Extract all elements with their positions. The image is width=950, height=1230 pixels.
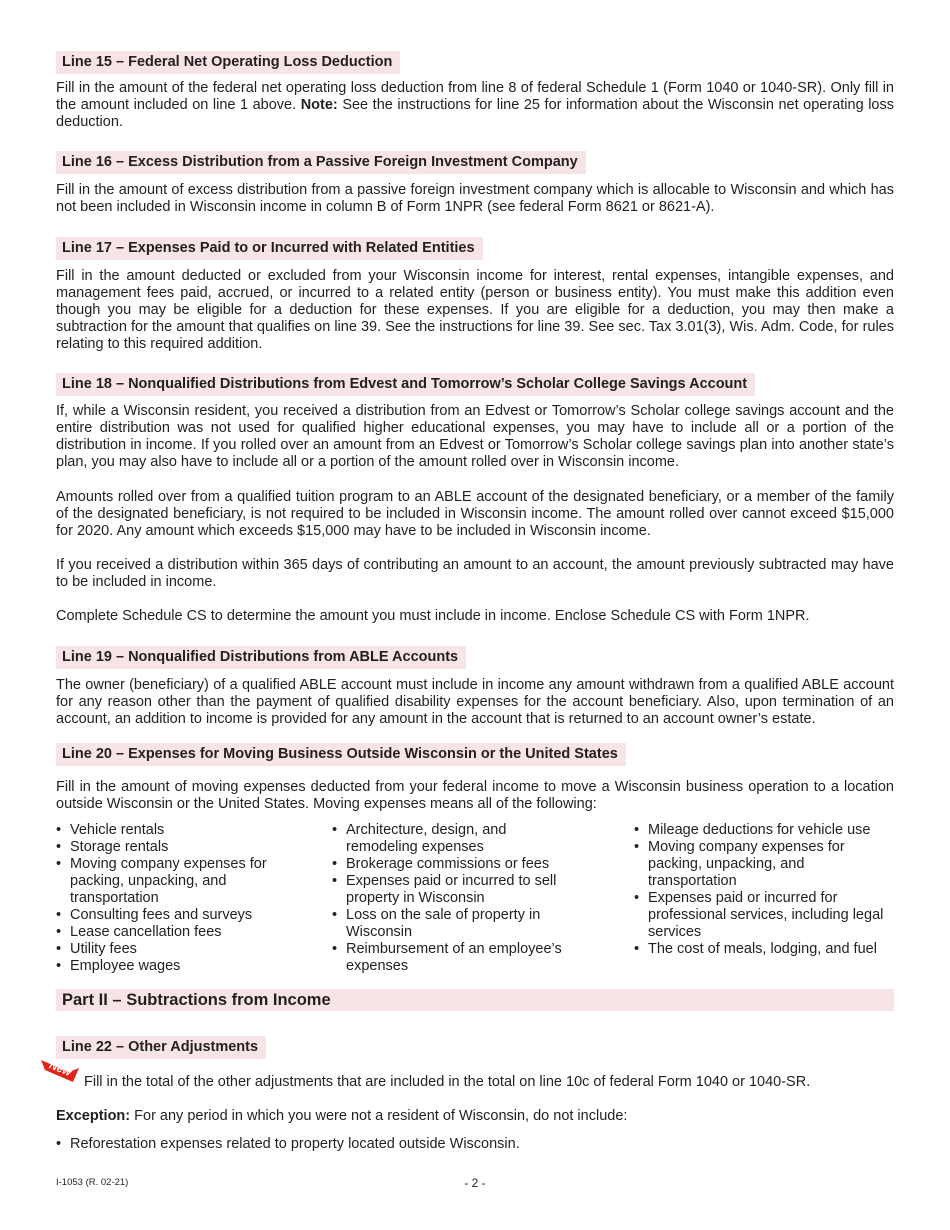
list-item: • Consulting fees and surveys	[56, 907, 276, 924]
exception-label: Exception:	[56, 1108, 131, 1124]
list-item: • Employee wages	[56, 958, 276, 975]
line20-list-column-2	[332, 822, 582, 975]
line16-text: Fill in the amount of excess distribution from a passive foreign investment company which is allocable to Wisconsin and which has not been included in Wisconsin income in column B of Form 1NPR (see federal Form 8621 or 8621-A).	[56, 182, 894, 215]
list-item: • Mileage deductions for vehicle use	[634, 822, 889, 839]
line16-heading: Line 16 – Excess Distribution from a Passive Foreign Investment Company	[56, 151, 586, 174]
list-item: • Expenses paid or incurred to sell property in Wisconsin	[332, 873, 582, 907]
list-item: • Vehicle rentals	[56, 822, 276, 839]
line18-paragraph-2: Amounts rolled over from a qualified tuition program to an ABLE account of the designated beneficiary, or a member of the family of the designated beneficiary, is not required to be included in Wisconsin income. The amount rolled over cannot exceed $15,000 for 2020. Any amount which exceeds $15,000 may have to be included in Wisconsin income.	[56, 489, 894, 539]
new-badge-icon	[38, 1054, 82, 1084]
line22-exception: Exception: For any period in which you were not a resident of Wisconsin, do not include:	[56, 1108, 628, 1124]
new-badge-label: New	[47, 1059, 73, 1080]
note-label: Note:	[300, 97, 338, 113]
list-item: • The cost of meals, lodging, and fuel	[634, 941, 889, 958]
line22-heading: Line 22 – Other Adjustments	[56, 1036, 266, 1059]
line15-heading: Line 15 – Federal Net Operating Loss Deduction	[56, 51, 400, 74]
part-ii-heading: Part II – Subtractions from Income	[56, 989, 894, 1011]
list-item: • Moving company expenses for packing, unpacking, and transportation	[634, 839, 889, 890]
line20-list-column-3	[634, 822, 889, 958]
list-item: • Moving company expenses for packing, unpacking, and transportation	[56, 856, 276, 907]
line17-text: Fill in the amount deducted or excluded from your Wisconsin income for interest, rental expenses, intangible expenses, and management fees paid, accrued, or incurred to a related entity (person or business entity). You must make this addition even though you may be eligible for a deduction for these expenses. If you are eligible for a deduction, you may then make a subtraction for the amount that qualifies on line 39. See the instructions for line 39. See sec. Tax 3.01(3), Wis. Adm. Code, for rules relating to this required addition.	[56, 268, 894, 352]
list-item: • Architecture, design, and remodeling expenses	[332, 822, 582, 856]
line15-text: Fill in the amount of the federal net operating loss deduction from line 8 of federal Schedule 1 (Form 1040 or 1040-SR). Only fill in the amount included on line 1 above. Note: See the instructions for line 25 for information about the Wisconsin net operating loss deduction.	[56, 80, 894, 130]
line17-heading: Line 17 – Expenses Paid to or Incurred with Related Entities	[56, 237, 483, 260]
line20-text: Fill in the amount of moving expenses deducted from your federal income to move a Wisconsin business operation to a location outside Wisconsin or the United States. Moving expenses means all of the following:	[56, 779, 894, 812]
list-item: • Utility fees	[56, 941, 276, 958]
list-item: • Storage rentals	[56, 839, 276, 856]
list-item: • Brokerage commissions or fees	[332, 856, 582, 873]
list-item: • Loss on the sale of property in Wisconsin	[332, 907, 582, 941]
line22-exception-list	[56, 1136, 894, 1153]
list-item: • Expenses paid or incurred for professional services, including legal services	[634, 890, 889, 941]
list-item: • Lease cancellation fees	[56, 924, 276, 941]
line20-heading: Line 20 – Expenses for Moving Business Outside Wisconsin or the United States	[56, 743, 626, 766]
list-item: • Reimbursement of an employee’s expenses	[332, 941, 582, 975]
list-item: • Reforestation expenses related to property located outside Wisconsin.	[56, 1136, 894, 1153]
line18-heading: Line 18 – Nonqualified Distributions from Edvest and Tomorrow’s Scholar College Savings Account	[56, 373, 755, 396]
line19-heading: Line 19 – Nonqualified Distributions from ABLE Accounts	[56, 646, 466, 669]
line18-paragraph-1: If, while a Wisconsin resident, you received a distribution from an Edvest or Tomorrow’s Scholar college savings account and the entire distribution was not used for qualified higher educational expenses, you may have to include all or a portion of the distribution in income. If you rolled over an amount from an Edvest or Tomorrow’s Scholar college savings plan into another state’s plan, you may also have to include all or a portion of the amount rolled over in Wisconsin income.	[56, 403, 894, 470]
line18-paragraph-3: If you received a distribution within 365 days of contributing an amount to an account, the amount previously subtracted may have to be included in income.	[56, 557, 894, 590]
line20-list-column-1	[56, 822, 276, 975]
page-number: - 2 -	[464, 1176, 486, 1190]
line19-text: The owner (beneficiary) of a qualified ABLE account must include in income any amount withdrawn from a qualified ABLE account for any reason other than the payment of qualified disability expenses for the account beneficiary. Also, upon termination of an account, an addition to income is provided for any amount in the account that is returned to an account owner’s estate.	[56, 677, 894, 727]
form-id: I-1053 (R. 02-21)	[56, 1177, 129, 1188]
line22-text: Fill in the total of the other adjustments that are included in the total on line 10c of federal Form 1040 or 1040-SR.	[84, 1074, 811, 1090]
line18-paragraph-4: Complete Schedule CS to determine the amount you must include in income. Enclose Schedule CS with Form 1NPR.	[56, 608, 810, 624]
